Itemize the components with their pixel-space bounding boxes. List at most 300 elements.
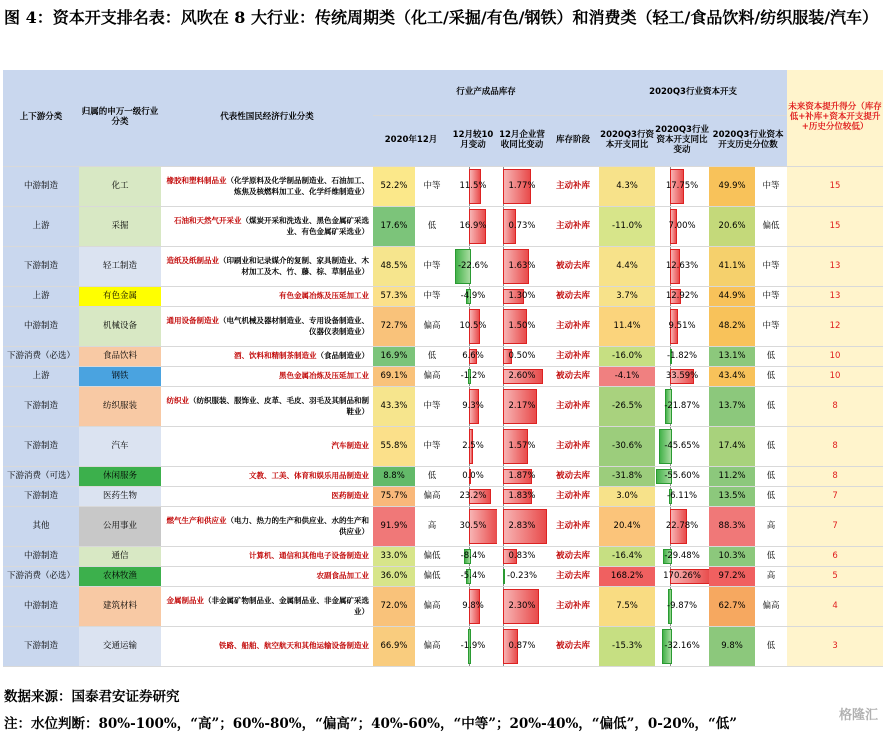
cell-stage: 被动去库: [547, 367, 599, 387]
cell-inventory-change: [449, 467, 497, 487]
cell-capex-ratio: 4.3%: [599, 167, 655, 207]
cell-inventory-change-value: -5.4%: [460, 570, 486, 581]
cell-revenue-change-value: 1.83%: [508, 490, 536, 501]
cell-capex-percentile: 10.3%: [709, 547, 755, 567]
cell-capex-change: [655, 587, 709, 627]
cell-inventory-change-value: 10.5%: [459, 320, 487, 331]
cell-stage: 主动补库: [547, 207, 599, 247]
cell-capex-level: 高: [755, 567, 787, 587]
cell-capex-ratio: -16.4%: [599, 547, 655, 567]
cell-sw-industry: 建筑材料: [79, 587, 161, 627]
cell-updown: 下游制造: [3, 627, 79, 667]
cell-inventory: 69.1%: [373, 367, 415, 387]
cell-inventory: 57.3%: [373, 287, 415, 307]
cell-inventory-change: [449, 587, 497, 627]
cell-updown: 中游制造: [3, 167, 79, 207]
eco-highlight: 酒、饮料和精制茶制造业: [234, 351, 317, 361]
cell-revenue-change-value: 1.50%: [508, 320, 536, 331]
cell-capex-level: 偏低: [755, 207, 787, 247]
cell-capex-level: 低: [755, 487, 787, 507]
cell-inventory-change-value: 11.5%: [459, 180, 487, 191]
cell-capex-level: 低: [755, 387, 787, 427]
table-row: [3, 347, 883, 367]
cell-inventory-change: [449, 367, 497, 387]
table-row: [3, 487, 883, 507]
header-capex-ratio: 2020Q3行资本开支同比: [599, 116, 655, 167]
cell-capex-change: [655, 567, 709, 587]
header-future-score: 未来资本提升得分（库存低+补库+资本开支提升+历史分位较低）: [787, 70, 883, 167]
eco-rest: （电力、热力的生产和供应业、水的生产和供应业）: [226, 516, 369, 536]
cell-eco-industry: [161, 247, 373, 287]
cell-future-score: 8: [787, 387, 883, 427]
cell-capex-ratio: -26.5%: [599, 387, 655, 427]
table-row: [3, 467, 883, 487]
cell-stage: 被动去库: [547, 287, 599, 307]
cell-capex-level: 低: [755, 467, 787, 487]
cell-inventory: 43.3%: [373, 387, 415, 427]
cell-revenue-change-value: 0.87%: [508, 640, 536, 651]
table-row: [3, 587, 883, 627]
cell-capex-change: [655, 427, 709, 467]
header-capex-chg: 2020Q3行业资本开支同比变动: [655, 116, 709, 167]
cell-inventory-change-value: 16.9%: [459, 220, 487, 231]
cell-updown: 下游消费（必选）: [3, 567, 79, 587]
cell-capex-ratio: -11.0%: [599, 207, 655, 247]
eco-rest: 文教、工美、体育和娱乐用品制造业: [249, 471, 369, 481]
cell-updown: 上游: [3, 367, 79, 387]
eco-rest: 汽车制造业: [331, 441, 369, 451]
cell-future-score: 5: [787, 567, 883, 587]
cell-revenue-change: [497, 427, 547, 467]
cell-revenue-change-value: 2.17%: [508, 400, 536, 411]
table-row: [3, 547, 883, 567]
cell-capex-change-value: 22.78%: [665, 520, 699, 531]
eco-highlight: 纺织业: [166, 396, 189, 406]
eco-highlight: 通用设备制造业: [166, 316, 219, 326]
cell-stage: 主动补库: [547, 487, 599, 507]
cell-inventory-change-value: -1.2%: [460, 370, 486, 381]
cell-sw-industry: 休闲服务: [79, 467, 161, 487]
cell-revenue-change: [497, 547, 547, 567]
cell-sw-industry: 农林牧渔: [79, 567, 161, 587]
cell-revenue-change: [497, 567, 547, 587]
cell-updown: 上游: [3, 287, 79, 307]
header-rev-chg: 12月企业营收同比变动: [497, 116, 547, 167]
cell-stage: 主动补库: [547, 387, 599, 427]
cell-updown: 其他: [3, 507, 79, 547]
cell-capex-ratio: -16.0%: [599, 347, 655, 367]
cell-revenue-change-value: 1.87%: [508, 470, 536, 481]
eco-highlight: 造纸及纸制品业: [166, 256, 219, 266]
cell-inventory-change: [449, 487, 497, 507]
cell-sw-industry: 化工: [79, 167, 161, 207]
cell-capex-level: 低: [755, 547, 787, 567]
eco-rest: 医药制造业: [331, 491, 369, 501]
cell-future-score: 4: [787, 587, 883, 627]
cell-revenue-change-value: 0.83%: [508, 550, 536, 561]
table-row: [3, 287, 883, 307]
cell-stage: 主动补库: [547, 507, 599, 547]
cell-capex-change: [655, 207, 709, 247]
cell-eco-industry: [161, 287, 373, 307]
cell-capex-ratio: 20.4%: [599, 507, 655, 547]
cell-capex-ratio: 11.4%: [599, 307, 655, 347]
cell-revenue-change-value: 1.77%: [508, 180, 536, 191]
cell-inventory-change-value: -8.4%: [460, 550, 486, 561]
cell-capex-percentile: 44.9%: [709, 287, 755, 307]
cell-future-score: 15: [787, 207, 883, 247]
cell-revenue-change: [497, 247, 547, 287]
cell-future-score: 7: [787, 507, 883, 547]
cell-capex-change-value: -21.87%: [664, 400, 700, 411]
cell-stage: 主动补库: [547, 167, 599, 207]
data-source: 数据来源：国泰君安证券研究: [4, 689, 180, 705]
cell-capex-percentile: 49.9%: [709, 167, 755, 207]
cell-capex-change-value: -6.11%: [667, 490, 698, 501]
cell-capex-percentile: 88.3%: [709, 507, 755, 547]
table-row: [3, 427, 883, 467]
cell-future-score: 7: [787, 487, 883, 507]
cell-sw-industry: 食品饮料: [79, 347, 161, 367]
cell-capex-change-value: -45.65%: [664, 440, 700, 451]
cell-inventory-change-value: 9.3%: [462, 400, 484, 411]
cell-capex-level: 中等: [755, 287, 787, 307]
table-row: [3, 247, 883, 287]
eco-rest: 黑色金属冶炼及压延加工业: [279, 371, 369, 381]
cell-eco-industry: [161, 467, 373, 487]
cell-inventory-change-value: -22.6%: [457, 260, 489, 271]
eco-rest: 有色金属冶炼及压延加工业: [279, 291, 369, 301]
cell-capex-ratio: 4.4%: [599, 247, 655, 287]
cell-future-score: 6: [787, 547, 883, 567]
cell-revenue-change-value: 2.30%: [508, 600, 536, 611]
cell-eco-industry: [161, 167, 373, 207]
cell-revenue-change-value: 1.30%: [508, 290, 536, 301]
cell-inventory-level: 偏高: [415, 627, 449, 667]
cell-sw-industry: 通信: [79, 547, 161, 567]
cell-updown: 中游制造: [3, 587, 79, 627]
cell-revenue-change-bar: [503, 569, 505, 584]
cell-inventory-change: [449, 347, 497, 367]
cell-capex-change: [655, 167, 709, 207]
cell-sw-industry: 机械设备: [79, 307, 161, 347]
cell-capex-percentile: 41.1%: [709, 247, 755, 287]
cell-capex-percentile: 13.5%: [709, 487, 755, 507]
cell-inventory-level: 偏高: [415, 367, 449, 387]
cell-stage: 主动去库: [547, 567, 599, 587]
cell-inventory: 75.7%: [373, 487, 415, 507]
cell-capex-change: [655, 247, 709, 287]
cell-capex-level: 中等: [755, 307, 787, 347]
cell-revenue-change: [497, 387, 547, 427]
cell-inventory-level: 中等: [415, 427, 449, 467]
cell-sw-industry: 纺织服装: [79, 387, 161, 427]
cell-inventory-change: [449, 507, 497, 547]
cell-updown: 中游制造: [3, 547, 79, 567]
cell-sw-industry: 医药生物: [79, 487, 161, 507]
cell-revenue-change: [497, 627, 547, 667]
cell-eco-industry: [161, 567, 373, 587]
cell-revenue-change: [497, 487, 547, 507]
cell-capex-change: [655, 367, 709, 387]
cell-capex-change-value: 170.26%: [663, 570, 701, 581]
cell-sw-industry: 交通运输: [79, 627, 161, 667]
cell-inventory: 91.9%: [373, 507, 415, 547]
cell-updown: 下游制造: [3, 387, 79, 427]
table-row: [3, 567, 883, 587]
cell-eco-industry: [161, 367, 373, 387]
cell-revenue-change: [497, 587, 547, 627]
cell-inventory-change: [449, 247, 497, 287]
cell-inventory: 17.6%: [373, 207, 415, 247]
cell-capex-change-value: 7.00%: [668, 220, 696, 231]
cell-capex-ratio: -30.6%: [599, 427, 655, 467]
cell-inventory: 72.0%: [373, 587, 415, 627]
cell-capex-level: 偏高: [755, 587, 787, 627]
figure-title: 图 4：资本开支排名表：风吹在 8 大行业：传统周期类（化工/采掘/有色/钢铁）和消费类（轻工/食品饮料/纺织服装/汽车）: [4, 8, 879, 27]
eco-rest: （电气机械及器材制造业、专用设备制造业、仪器仪表制造业）: [219, 316, 369, 336]
cell-inventory: 52.2%: [373, 167, 415, 207]
cell-capex-change: [655, 467, 709, 487]
cell-updown: 下游消费（可选）: [3, 467, 79, 487]
header-inv-dec: 2020年12月: [373, 116, 449, 167]
cell-inventory-level: 中等: [415, 167, 449, 207]
cell-inventory-level: 偏高: [415, 307, 449, 347]
cell-capex-change: [655, 487, 709, 507]
cell-capex-change: [655, 347, 709, 367]
cell-stage: 被动去库: [547, 627, 599, 667]
cell-sw-industry: 公用事业: [79, 507, 161, 547]
cell-revenue-change: [497, 307, 547, 347]
cell-sw-industry: 汽车: [79, 427, 161, 467]
cell-inventory-change: [449, 287, 497, 307]
table-row: [3, 167, 883, 207]
water-level-note: 注：水位判断：80%-100%，“高”；60%-80%，“偏高”；40%-60%，“中等”；20%-40%，“偏低”，0-20%，“低”: [4, 716, 737, 732]
cell-capex-level: 中等: [755, 247, 787, 287]
watermark-logo: 格隆汇: [838, 708, 878, 723]
cell-capex-change: [655, 307, 709, 347]
cell-inventory-level: 中等: [415, 287, 449, 307]
cell-inventory-level: 偏低: [415, 567, 449, 587]
table-row: [3, 627, 883, 667]
cell-stage: 主动补库: [547, 587, 599, 627]
cell-capex-level: 低: [755, 367, 787, 387]
header-capex-pct: 2020Q3行业资本开支历史分位数: [709, 116, 787, 167]
cell-capex-level: 低: [755, 627, 787, 667]
cell-revenue-change: [497, 167, 547, 207]
cell-updown: 上游: [3, 207, 79, 247]
eco-rest: 计算机、通信和其他电子设备制造业: [249, 551, 369, 561]
cell-inventory-change-value: 0.0%: [462, 470, 484, 481]
cell-capex-percentile: 13.7%: [709, 387, 755, 427]
cell-sw-industry: 轻工制造: [79, 247, 161, 287]
cell-eco-industry: [161, 387, 373, 427]
cell-inventory: 72.7%: [373, 307, 415, 347]
cell-sw-industry: 有色金属: [79, 287, 161, 307]
cell-capex-change-value: -1.82%: [667, 350, 698, 361]
cell-revenue-change: [497, 347, 547, 367]
cell-sw-industry: 钢铁: [79, 367, 161, 387]
cell-capex-percentile: 13.1%: [709, 347, 755, 367]
header-sw: 归属的申万一级行业分类: [79, 70, 161, 167]
cell-eco-industry: [161, 507, 373, 547]
header-row-top: [3, 70, 883, 116]
cell-capex-change-value: -29.48%: [664, 550, 700, 561]
capex-ranking-table: [3, 70, 883, 667]
cell-inventory-change: [449, 167, 497, 207]
cell-inventory: 16.9%: [373, 347, 415, 367]
cell-inventory-change-value: -4.9%: [460, 290, 486, 301]
cell-inventory-change-value: 2.5%: [462, 440, 484, 451]
cell-inventory-level: 中等: [415, 387, 449, 427]
cell-future-score: 15: [787, 167, 883, 207]
cell-inventory-level: 低: [415, 207, 449, 247]
cell-capex-ratio: 3.7%: [599, 287, 655, 307]
cell-capex-level: 低: [755, 427, 787, 467]
cell-inventory-change-value: 30.5%: [459, 520, 487, 531]
eco-rest: 铁路、船舶、航空航天和其他运输设备制造业: [219, 641, 369, 651]
cell-inventory-level: 偏高: [415, 487, 449, 507]
cell-inventory: 36.0%: [373, 567, 415, 587]
cell-inventory-change: [449, 567, 497, 587]
cell-capex-ratio: 168.2%: [599, 567, 655, 587]
cell-updown: 下游制造: [3, 487, 79, 507]
cell-revenue-change: [497, 287, 547, 307]
cell-stage: 主动补库: [547, 307, 599, 347]
table-body: [3, 167, 883, 667]
eco-rest: 农副食品加工业: [316, 571, 369, 581]
cell-capex-change: [655, 507, 709, 547]
cell-capex-percentile: 20.6%: [709, 207, 755, 247]
cell-stage: 主动补库: [547, 427, 599, 467]
cell-future-score: 12: [787, 307, 883, 347]
cell-capex-change: [655, 547, 709, 567]
cell-inventory-change: [449, 307, 497, 347]
cell-capex-ratio: -15.3%: [599, 627, 655, 667]
eco-highlight: 橡胶和塑料制品业: [166, 176, 227, 186]
cell-capex-change-value: -32.16%: [664, 640, 700, 651]
cell-revenue-change-value: 2.83%: [508, 520, 536, 531]
cell-future-score: 3: [787, 627, 883, 667]
header-inventory-group: 行业产成品库存: [373, 70, 599, 116]
cell-stage: 被动去库: [547, 467, 599, 487]
cell-eco-industry: [161, 547, 373, 567]
header-eco: 代表性国民经济行业分类: [161, 70, 373, 167]
eco-rest: （食品制造业）: [316, 351, 369, 361]
table-row: [3, 387, 883, 427]
table-row: [3, 507, 883, 547]
header-stage: 库存阶段: [547, 116, 599, 167]
cell-inventory: 8.8%: [373, 467, 415, 487]
cell-future-score: 8: [787, 467, 883, 487]
cell-eco-industry: [161, 627, 373, 667]
cell-revenue-change-value: 0.73%: [508, 220, 536, 231]
cell-revenue-change: [497, 507, 547, 547]
header-inv-chg: 12月较10月变动: [449, 116, 497, 167]
eco-rest: （非金属矿物制品业、金属制品业、非金属矿采选业）: [204, 596, 369, 616]
cell-eco-industry: [161, 307, 373, 347]
eco-rest: （印刷业和记录媒介的复制、家具制造业、木材加工及木、竹、藤、棕、草制品业）: [219, 256, 369, 276]
cell-eco-industry: [161, 207, 373, 247]
cell-revenue-change-value: 1.63%: [508, 260, 536, 271]
table-row: [3, 207, 883, 247]
cell-stage: 被动去库: [547, 247, 599, 287]
cell-future-score: 10: [787, 347, 883, 367]
cell-inventory-level: 中等: [415, 247, 449, 287]
cell-capex-change: [655, 627, 709, 667]
cell-capex-ratio: 3.0%: [599, 487, 655, 507]
eco-highlight: 燃气生产和供应业: [166, 516, 227, 526]
cell-stage: 被动去库: [547, 547, 599, 567]
cell-inventory-level: 高: [415, 507, 449, 547]
cell-revenue-change-value: 0.50%: [508, 350, 536, 361]
cell-capex-percentile: 62.7%: [709, 587, 755, 627]
cell-eco-industry: [161, 587, 373, 627]
cell-revenue-change-value: -0.23%: [506, 570, 538, 581]
cell-updown: 中游制造: [3, 307, 79, 347]
cell-eco-industry: [161, 347, 373, 367]
eco-rest: （煤炭开采和洗选业、黑色金属矿采选业、有色金属矿采选业）: [241, 216, 369, 236]
eco-rest: （化学原料及化学制品制造业、石油加工、炼焦及核燃料加工业、化学纤维制造业）: [226, 176, 369, 196]
cell-capex-percentile: 43.4%: [709, 367, 755, 387]
table-row: [3, 367, 883, 387]
cell-capex-change-value: 12.63%: [665, 260, 699, 271]
cell-revenue-change-value: 2.60%: [508, 370, 536, 381]
cell-future-score: 10: [787, 367, 883, 387]
cell-capex-percentile: 9.8%: [709, 627, 755, 667]
cell-inventory-change-value: -1.9%: [460, 640, 486, 651]
cell-inventory-change: [449, 387, 497, 427]
cell-eco-industry: [161, 487, 373, 507]
cell-inventory-level: 偏高: [415, 587, 449, 627]
cell-inventory-change-value: 9.8%: [462, 600, 484, 611]
cell-capex-percentile: 11.2%: [709, 467, 755, 487]
cell-capex-level: 高: [755, 507, 787, 547]
cell-inventory-level: 低: [415, 467, 449, 487]
cell-capex-level: 低: [755, 347, 787, 367]
cell-future-score: 13: [787, 287, 883, 307]
cell-inventory-change-value: 6.6%: [462, 350, 484, 361]
cell-revenue-change: [497, 207, 547, 247]
cell-capex-change-value: -55.60%: [664, 470, 700, 481]
cell-inventory: 33.0%: [373, 547, 415, 567]
cell-capex-change: [655, 287, 709, 307]
cell-updown: 下游制造: [3, 247, 79, 287]
cell-capex-change-value: 17.75%: [665, 180, 699, 191]
cell-revenue-change: [497, 467, 547, 487]
cell-capex-change: [655, 387, 709, 427]
cell-future-score: 13: [787, 247, 883, 287]
cell-inventory: 55.8%: [373, 427, 415, 467]
eco-highlight: 金属制品业: [166, 596, 204, 606]
cell-inventory-level: 偏低: [415, 547, 449, 567]
cell-capex-percentile: 17.4%: [709, 427, 755, 467]
header-capex-group: 2020Q3行业资本开支: [599, 70, 787, 116]
cell-capex-change-value: 9.51%: [668, 320, 696, 331]
cell-capex-change-value: -9.87%: [667, 600, 698, 611]
table-row: [3, 307, 883, 347]
cell-revenue-change-value: 1.57%: [508, 440, 536, 451]
cell-future-score: 8: [787, 427, 883, 467]
cell-inventory-change: [449, 547, 497, 567]
cell-inventory-change: [449, 427, 497, 467]
eco-highlight: 石油和天然气开采业: [174, 216, 242, 226]
cell-updown: 下游制造: [3, 427, 79, 467]
cell-stage: 主动补库: [547, 347, 599, 367]
cell-capex-level: 中等: [755, 167, 787, 207]
cell-sw-industry: 采掘: [79, 207, 161, 247]
cell-capex-change-value: 33.59%: [665, 370, 699, 381]
